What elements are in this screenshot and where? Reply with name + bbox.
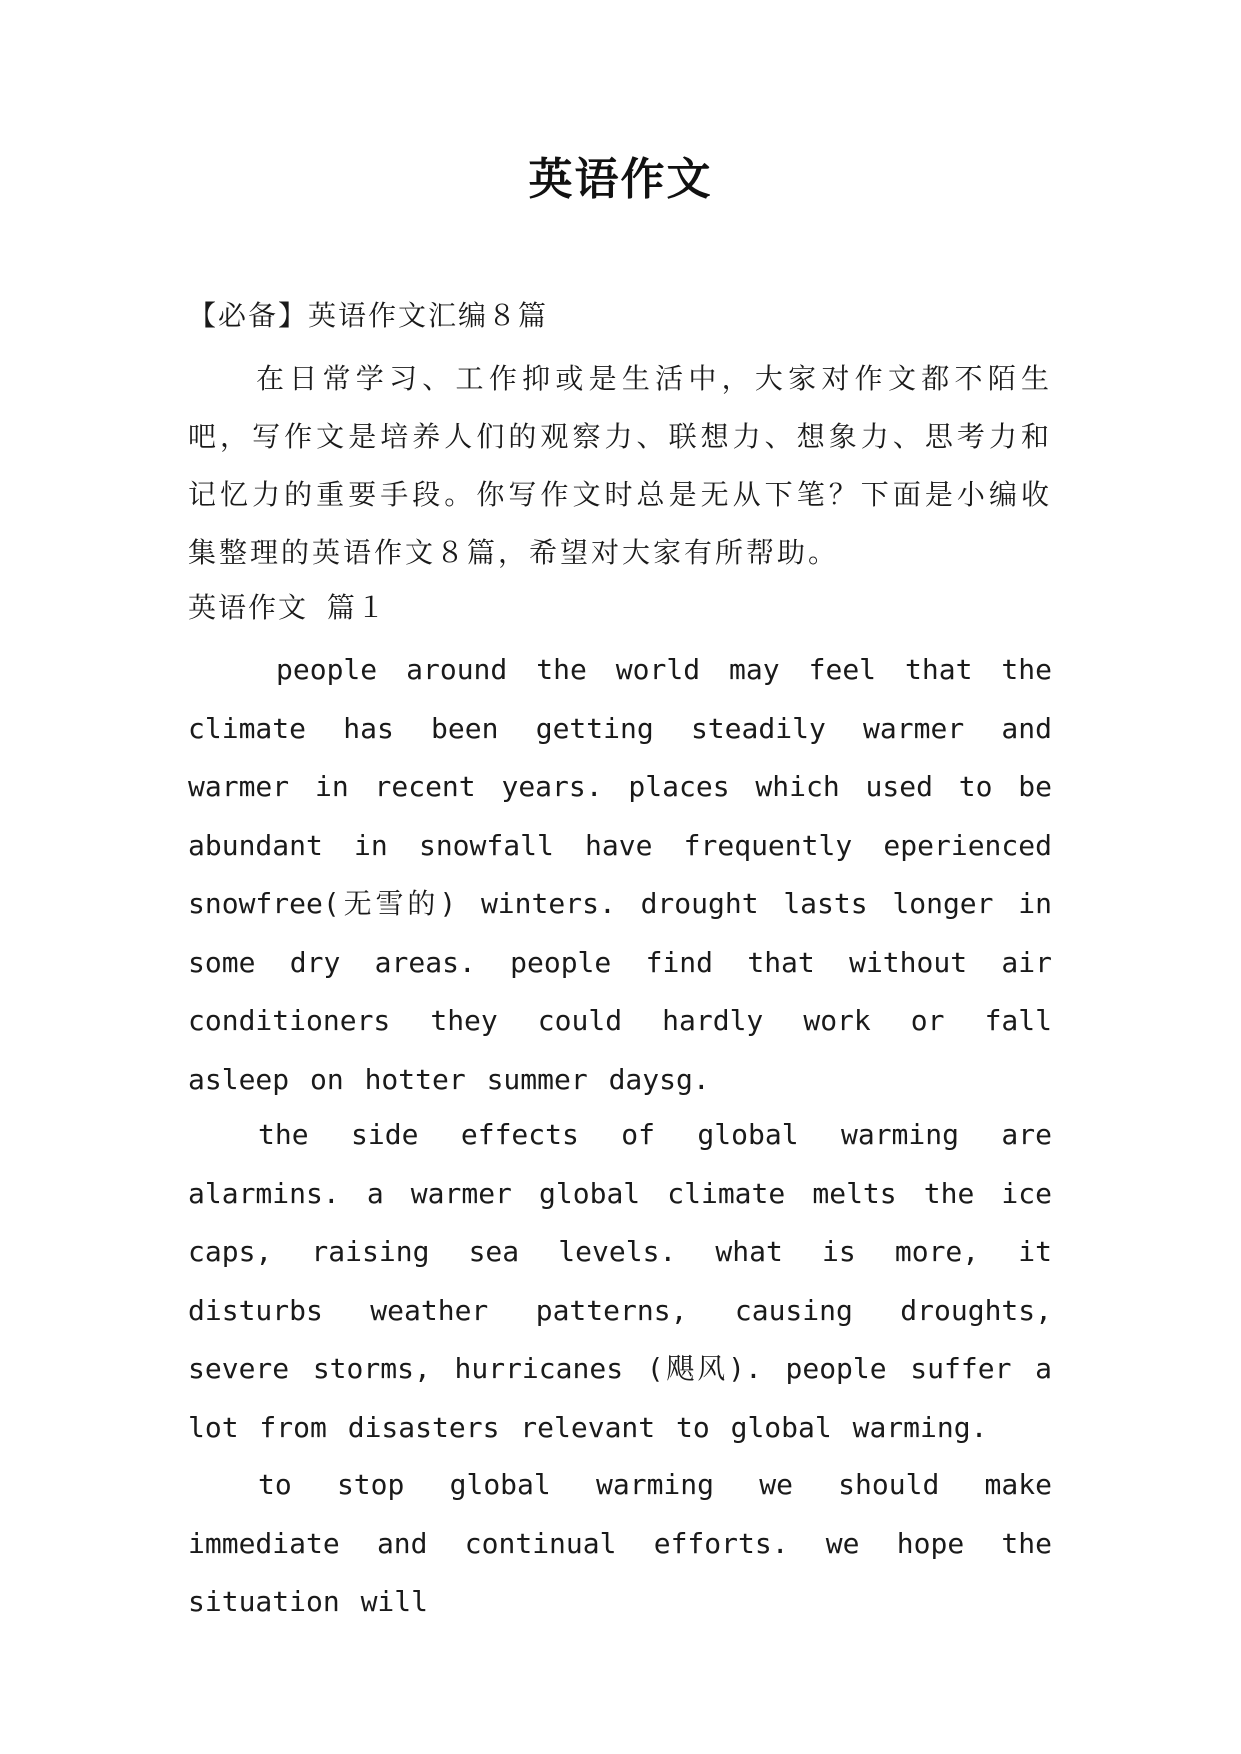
document-title: 英语作文 xyxy=(528,154,713,205)
essay-paragraph-1: people around the world may feel that the climate has been getting steadily warmer and warmer in recent years. places which used to be abundant in snowfall have frequently eperienced snowfree(无雪的) winters. drought lasts longer in some dry areas. people find that without air conditioners they could hardly work or fall asleep on hotter summer daysg. xyxy=(188,653,1052,1096)
essay-paragraph-2: the side effects of global warming are alarmins. a warmer global climate melts the ice caps, raising sea levels. what is more, it disturbs weather patterns, causing droughts, severe storms, hurricanes (飓风). people suffer a lot from disasters relevant to global warming. xyxy=(188,1118,1052,1444)
document-heading: 【必备】英语作文汇编８篇 xyxy=(188,299,549,332)
essay-paragraph-3: to stop global warming we should make immediate and continual efforts. we hope the situation will xyxy=(188,1468,1052,1618)
intro-paragraph: 在日常学习、工作抑或是生活中，大家对作文都不陌生吧，写作文是培养人们的观察力、联想力、想象力、思考力和记忆力的重要手段。你写作文时总是无从下笔？下面是小编收集整理的英语作文８篇，希望对大家有所帮助。 xyxy=(188,362,1052,569)
section-title: 英语作文 篇１ xyxy=(188,591,387,624)
